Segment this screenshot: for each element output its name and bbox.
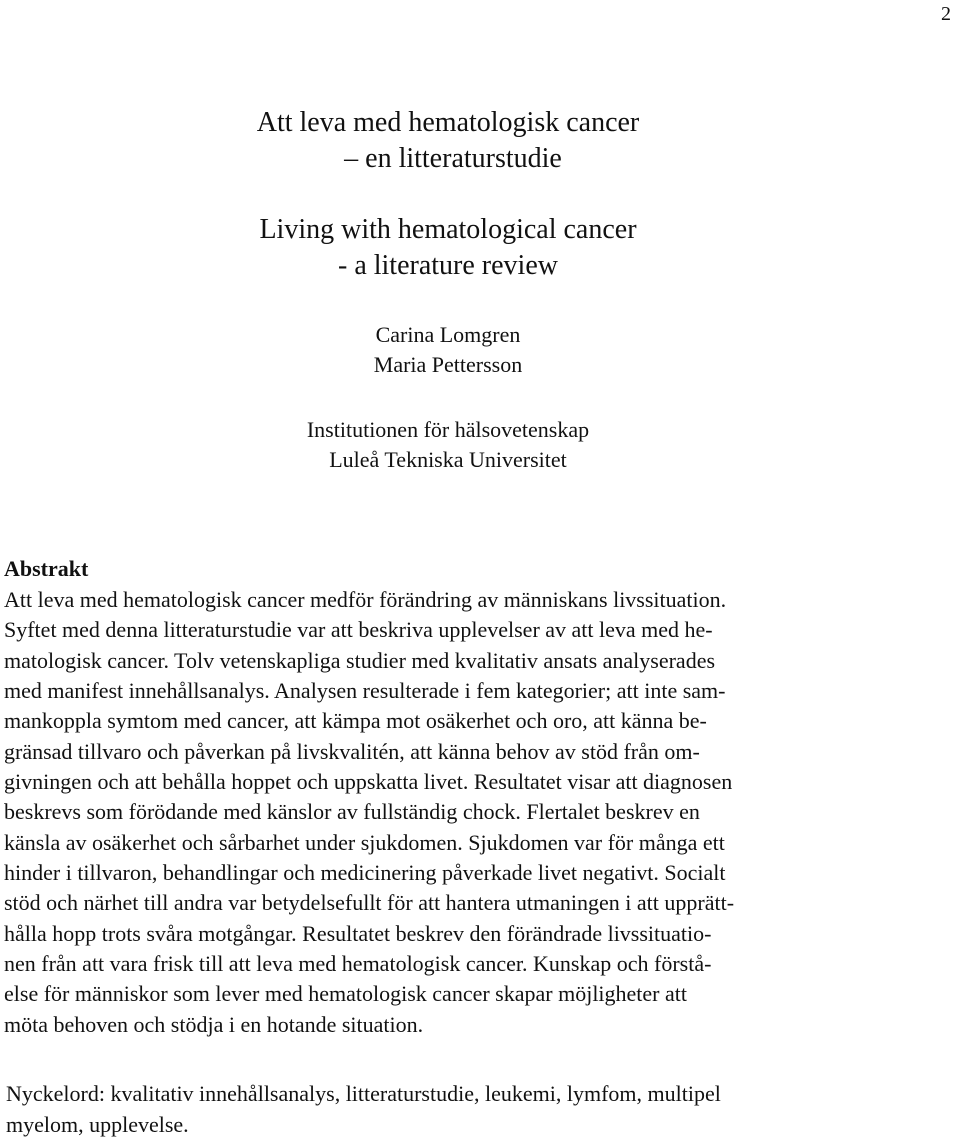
author-name: Maria Pettersson	[373, 352, 523, 377]
abstract-body	[4, 585, 896, 1040]
abstract-line: Att leva med hematologisk cancer medför förändring av människans livssituation.	[4, 587, 727, 612]
abstract-line: matologisk cancer. Tolv vetenskapliga studier med kvalitativ ansats analyserades	[4, 647, 716, 673]
department: Institutionen för hälsovetenskap	[306, 417, 590, 442]
abstract-line: nen från att vara frisk till att leva med hematologisk cancer. Kunskap och förstå-	[4, 951, 712, 977]
abstract-section	[4, 553, 896, 1040]
abstract-line: stöd och närhet till andra var betydelsefullt för att hantera utmaningen i att upprätt-	[4, 890, 735, 916]
title-english-line-2: - a literature review	[338, 250, 558, 281]
abstract-line: hinder i tillvaron, behandlingar och medicinering påverkade livet negativt. Socialt	[4, 860, 726, 886]
abstract-line: känsla av osäkerhet och sårbarhet under sjukdomen. Sjukdomen var för många ett	[4, 829, 725, 855]
abstract-line: beskrevs som förödande med känslor av fullständig chock. Flertalet beskrev en	[4, 799, 700, 825]
abstract-line: hålla hopp trots svåra motgångar. Resultatet beskrev den förändrade livssituatio-	[4, 920, 712, 946]
authors	[0, 320, 896, 380]
abstract-line: mankoppla symtom med cancer, att kämpa mot osäkerhet och oro, att känna be-	[4, 708, 707, 734]
abstract-line: else för människor som lever med hematologisk cancer skapar möjligheter att	[4, 981, 687, 1007]
title-english	[0, 212, 896, 284]
page-number: 2	[941, 3, 951, 25]
title-swedish	[0, 105, 896, 177]
keywords-line-2: myelom, upplevelse.	[6, 1112, 189, 1137]
abstract-heading: Abstrakt	[4, 556, 89, 581]
abstract-line: gränsad tillvaro och påverkan på livskvalitén, att känna behov av stöd från om-	[4, 738, 700, 764]
abstract-line: givningen och att behålla hoppet och uppskatta livet. Resultatet visar att diagnosen	[4, 769, 733, 795]
title-english-line-1: Living with hematological cancer	[259, 214, 637, 245]
title-swedish-line-1: Att leva med hematologisk cancer	[256, 107, 640, 138]
keywords-line-1: Nyckelord: kvalitativ innehållsanalys, litteraturstudie, leukemi, lymfom, multipel	[6, 1081, 721, 1106]
abstract-line: med manifest innehållsanalys. Analysen resulterade i fem kategorier; att inte sam-	[4, 678, 726, 704]
affiliation	[0, 415, 896, 475]
author-name: Carina Lomgren	[375, 322, 521, 347]
abstract-line: möta behoven och stödja i en hotande situation.	[4, 1011, 424, 1037]
keywords	[6, 1078, 896, 1140]
abstract-line: Syftet med denna litteraturstudie var att beskriva upplevelser av att leva med he-	[4, 617, 713, 643]
title-swedish-line-2: – en litteraturstudie	[344, 143, 562, 174]
university: Luleå Tekniska Universitet	[329, 447, 567, 472]
